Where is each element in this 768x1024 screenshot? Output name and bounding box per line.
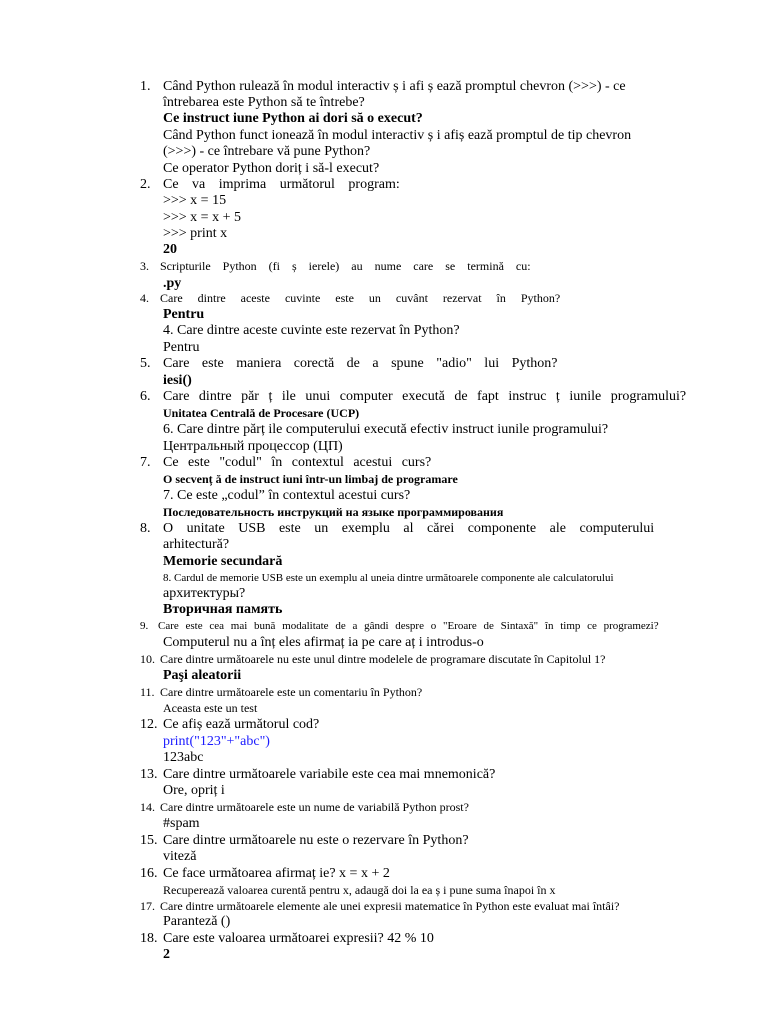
question-text: Care este valoarea următoarei expresii? 42 % 10 xyxy=(163,931,434,946)
item-number: 13. xyxy=(140,767,158,782)
question-text: Care este maniera corectă de a spune "adio" lui Python? xyxy=(163,356,558,371)
question-text: Care dintre următoarele nu este unul dintre modelele de programare discutate în Capitolul 1? xyxy=(160,652,606,666)
answer-text: Memorie secundară xyxy=(163,554,283,569)
translation-text: (>>>) - ce întrebare vă pune Python? xyxy=(163,144,371,159)
question-text xyxy=(163,79,734,95)
answer-text: Paranteză () xyxy=(163,914,231,929)
answer-text: Computerul nu a înț eles afirmaț ia pe care aț i introdus-o xyxy=(163,635,484,650)
item-number: 8. xyxy=(140,521,151,536)
question-text: Care dintre următoarele este un nume de variabilă Python prost? xyxy=(160,800,469,814)
question-text: Care dintre păr ț ile unui computer execută de fapt instruc ț iunile programului? xyxy=(163,389,687,404)
question-text: Care dintre următoarele nu este o rezervare în Python? xyxy=(163,833,469,848)
item-number: 1. xyxy=(140,79,151,94)
code-line: >>> print x xyxy=(163,226,228,241)
question-text: Ce este "codul" în contextul acestui curs? xyxy=(163,455,432,470)
answer-text: #spam xyxy=(163,816,200,831)
translation-answer: Вторичная память xyxy=(163,602,283,617)
item-number: 9. xyxy=(140,620,149,632)
item-number: 11. xyxy=(140,685,155,699)
translation-text: 8. Cardul de memorie USB este un exemplu al uneia dintre următoarele componente ale calculatorului xyxy=(163,572,614,584)
item-number: 14. xyxy=(140,800,155,814)
question-text: Care dintre următoarele variabile este cea mai mnemonică? xyxy=(163,767,496,782)
translation-answer: Pentru xyxy=(163,340,200,355)
item-number: 3. xyxy=(140,259,149,273)
code-line: >>> x = x + 5 xyxy=(163,210,241,225)
code-line: >>> x = 15 xyxy=(163,193,227,208)
item-number: 17. xyxy=(140,899,155,913)
item-number: 6. xyxy=(140,389,151,404)
translation-answer: Ce operator Python doriț i să-l execut? xyxy=(163,161,380,176)
question-text: Ce va imprima următorul program: xyxy=(163,177,400,192)
answer-text: Pentru xyxy=(163,307,205,322)
question-line: Când Python rulează în modul interactiv ș i afi ș ează promptul chevron (>>>) - ce xyxy=(163,79,626,94)
item-number: 12. xyxy=(140,717,158,732)
answer-text: 2 xyxy=(163,947,170,962)
answer-text: Unitatea Centrală de Procesare (UCP) xyxy=(163,406,360,420)
question-text: Care dintre următoarele este un comentariu în Python? xyxy=(160,685,423,699)
answer-text: Ore, opriț i xyxy=(163,783,225,798)
answer-text: .py xyxy=(163,276,182,291)
question-text: Scripturile Python (fi ș ierele) au nume care se termină cu: xyxy=(160,259,531,273)
question-text: Ce afiș ează următorul cod? xyxy=(163,717,320,732)
translation-text: 6. Care dintre părț ile computerului execută efectiv instruct iunile programului? xyxy=(163,422,609,437)
item-number: 5. xyxy=(140,356,151,371)
item-number: 16. xyxy=(140,866,158,881)
translation-text: архитектуры? xyxy=(163,586,246,601)
item-number: 15. xyxy=(140,833,158,848)
answer-text: Paşi aleatorii xyxy=(163,668,242,683)
item-number: 2. xyxy=(140,177,151,192)
question-text: Care este cea mai bună modalitate de a gândi despre o "Eroare de Sintaxă" în timp ce programezi? xyxy=(158,620,659,632)
item-number: 10. xyxy=(140,652,155,666)
translation-text: 4. Care dintre aceste cuvinte este rezervat în Python? xyxy=(163,323,460,338)
translation-text: 7. Ce este „codul” în contextul acestui curs? xyxy=(163,488,411,503)
answer-text: Aceasta este un test xyxy=(163,701,258,715)
question-text: Care dintre următoarele elemente ale unei expresii matematice în Python este evaluat mai întâi? xyxy=(160,899,620,913)
question-text: arhitectură? xyxy=(163,537,230,552)
item-number: 7. xyxy=(140,455,151,470)
answer-text: 20 xyxy=(163,242,177,257)
item-number: 18. xyxy=(140,931,158,946)
translation-answer: Центральный процессор (ЦП) xyxy=(163,439,343,454)
answer-text: Ce instruct iune Python ai dori să o execut? xyxy=(163,111,423,126)
item-number: 4. xyxy=(140,291,149,305)
answer-text: Recuperează valoarea curentă pentru x, adaugă doi la ea ș i pune suma înapoi în x xyxy=(163,883,556,897)
question-text: întrebarea este Python să te întrebe? xyxy=(163,95,365,110)
answer-text: iesi() xyxy=(163,373,192,388)
answer-text: O secvenț ă de instruct iuni într-un limbaj de programare xyxy=(163,472,458,486)
answer-text: viteză xyxy=(163,849,197,864)
translation-text: Când Python funct ionează în modul interactiv ș i afiș ează promptul de tip chevron xyxy=(163,128,632,143)
translation-answer: Последовательность инструкций на языке программирования xyxy=(163,505,504,519)
answer-text: 123abc xyxy=(163,750,204,765)
code-line: print("123"+"abc") xyxy=(163,734,270,749)
question-text: O unitate USB este un exemplu al cărei componente ale computerului xyxy=(163,521,655,536)
question-text: Ce face următoarea afirmaț ie? x = x + 2 xyxy=(163,866,390,881)
question-text: Care dintre aceste cuvinte este un cuvânt rezervat în Python? xyxy=(160,291,561,305)
